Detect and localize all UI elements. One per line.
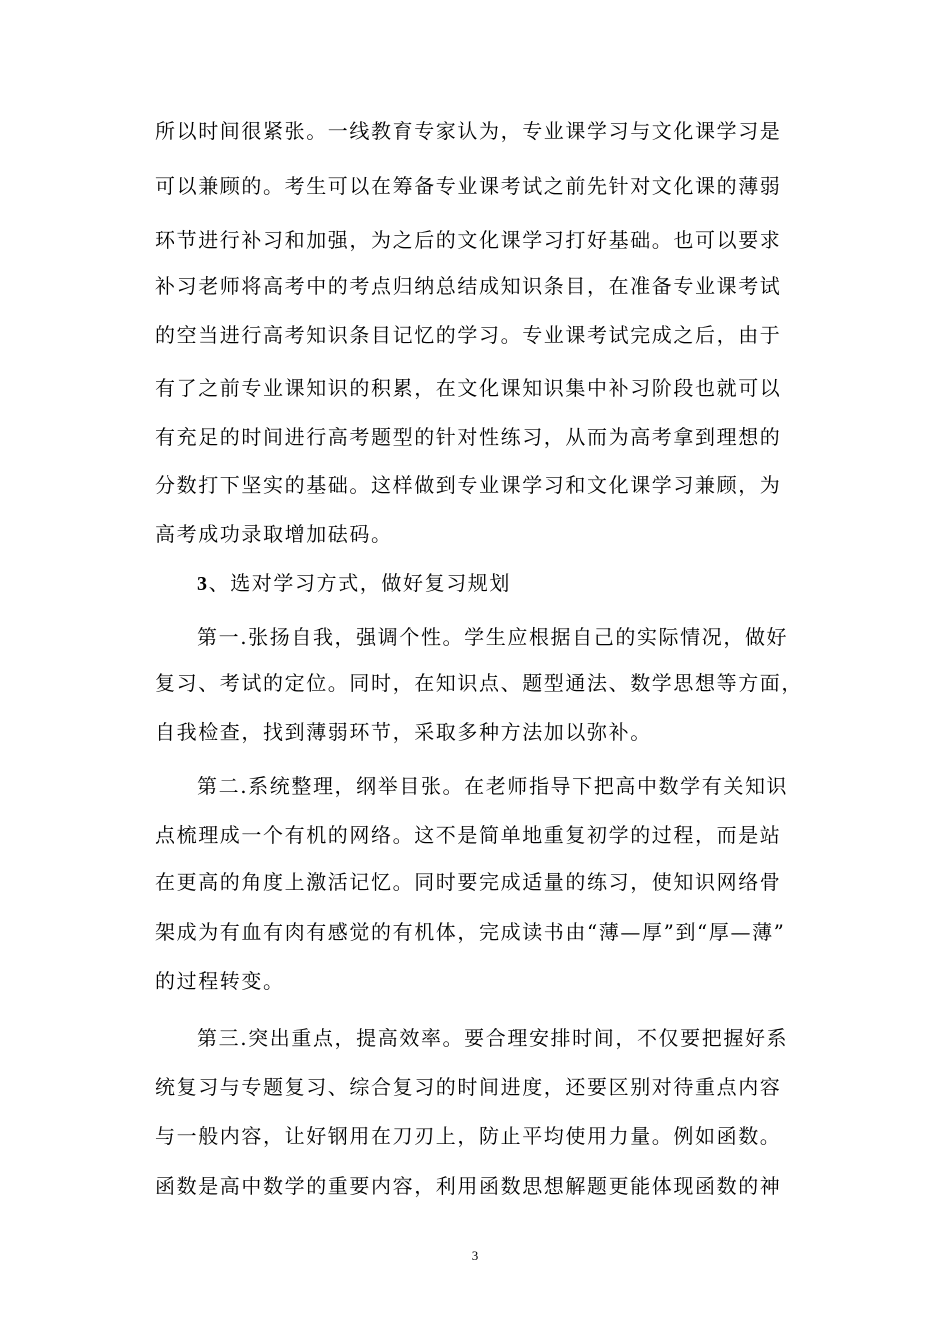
text-line: 函数是高中数学的重要内容，利用函数思想解题更能体现函数的神	[155, 1174, 782, 1198]
text-line: 架成为有血有肉有感觉的有机体，完成读书由“薄—厚”到“厚—薄”	[155, 920, 786, 944]
text-line: 复习、考试的定位。同时，在知识点、题型通法、数学思想等方面，	[155, 671, 803, 695]
text-line: 第二.系统整理，纲举目张。在老师指导下把高中数学有关知识	[197, 774, 789, 798]
text-line: 补习老师将高考中的考点归纳总结成知识条目，在准备专业课考试	[155, 274, 782, 298]
text-line: 与一般内容，让好钢用在刀刃上，防止平均使用力量。例如函数。	[155, 1124, 782, 1148]
text-line: 分数打下坚实的基础。这样做到专业课学习和文化课学习兼顾，为	[155, 473, 782, 497]
text-line: 统复习与专题复习、综合复习的时间进度，还要区别对待重点内容	[155, 1075, 782, 1099]
text-line: 有了之前专业课知识的积累，在文化课知识集中补习阶段也就可以	[155, 376, 782, 400]
section-number: 3	[197, 573, 209, 595]
text-line: 在更高的角度上激活记忆。同时要完成适量的练习，使知识网络骨	[155, 870, 782, 894]
text-line: 高考成功录取增加砝码。	[155, 522, 393, 546]
section-title: 、选对学习方式，做好复习规划	[208, 571, 512, 595]
section-heading	[197, 569, 847, 598]
text-line: 有充足的时间进行高考题型的针对性练习，从而为高考拿到理想的	[155, 425, 782, 449]
text-line: 自我检查，找到薄弱环节，采取多种方法加以弥补。	[155, 720, 652, 744]
text-line: 第三.突出重点，提高效率。要合理安排时间，不仅要把握好系	[197, 1026, 789, 1050]
text-line: 可以兼顾的。考生可以在筹备专业课考试之前先针对文化课的薄弱	[155, 174, 782, 198]
text-line: 第一.张扬自我，强调个性。学生应根据自己的实际情况，做好	[197, 625, 789, 649]
text-line: 所以时间很紧张。一线教育专家认为，专业课学习与文化课学习是	[155, 119, 782, 143]
text-line: 的空当进行高考知识条目记忆的学习。专业课考试完成之后，由于	[155, 323, 782, 347]
text-line: 环节进行补习和加强，为之后的文化课学习打好基础。也可以要求	[155, 228, 782, 252]
page-number: 3	[471, 1248, 479, 1263]
text-line: 的过程转变。	[155, 969, 285, 993]
text-line: 点梳理成一个有机的网络。这不是简单地重复初学的过程，而是站	[155, 823, 782, 847]
